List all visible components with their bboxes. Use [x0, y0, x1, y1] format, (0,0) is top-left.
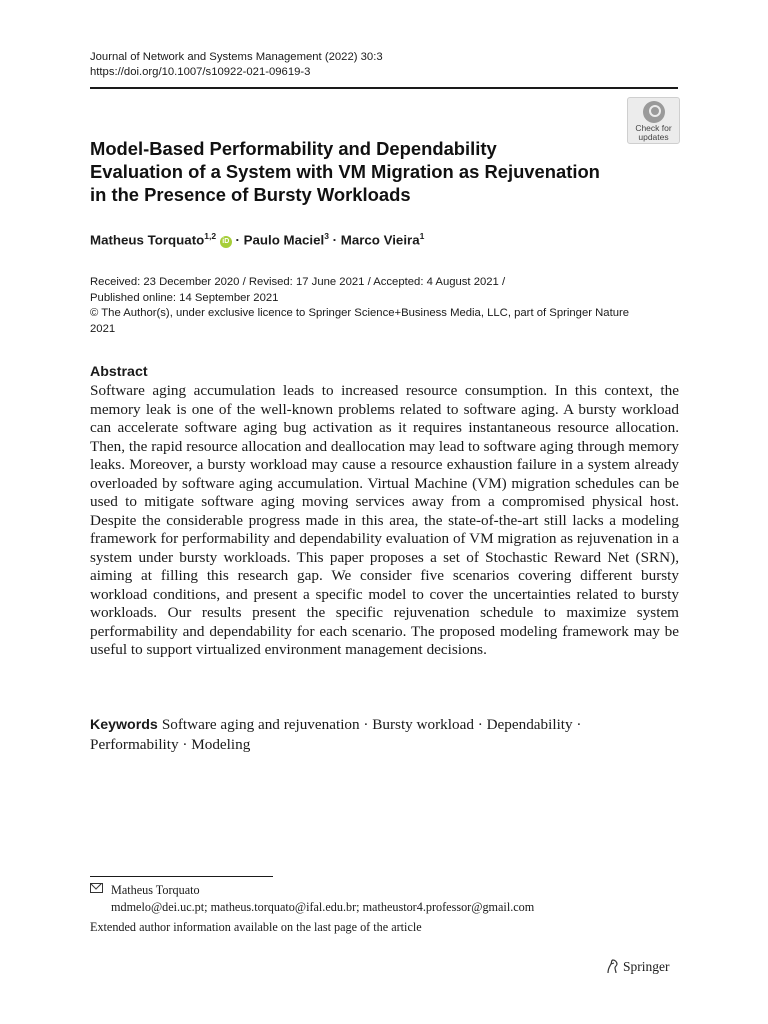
author-affiliation: 1: [419, 231, 425, 241]
author-name[interactable]: Marco Vieira: [340, 232, 420, 248]
keywords-label: Keywords: [90, 717, 158, 733]
springer-horse-icon: [605, 959, 619, 974]
contact-name: Matheus Torquato: [111, 883, 200, 897]
author-separator: ·: [231, 232, 244, 248]
header-rule: [90, 87, 678, 89]
abstract-text: Software aging accumulation leads to increased resource consumption. In this context, the memory leak is one of the well-known problems related to software aging. A bursty workload can accelerate software aging bug activation as it requires instantaneous resource allocation. Then, the rapid resource allocation and deallocation may lead to software aging through memory leaks. Moreover, a bursty workload may cause a resource exhaustion failure in a system already overloaded by software aging accumulation. Virtual Machine (VM) migration schedules can be used to mitigate software aging moving services away from a compromised physical host. Despite the considerable progress made in this area, the state-of-the-art still lacks a modeling framework for performability and dependability evaluation of VM migration as rejuvenation in a system under bursty workloads. This paper proposes a set of Stochastic Reward Net (SRN), aiming at filling this research gap. We consider five scenarios covering different bursty workload conditions, and present a specific model to cover the uncertainties related to bursty workloads. Our results present the specific rejuvenation schedule to maximize system performability and dependability for each scenario. The proposed modeling framework may be useful to support virtualized environment management decisions.: [90, 382, 679, 658]
publisher-name: Springer: [623, 959, 670, 974]
publisher-logo: [605, 959, 670, 975]
extended-author-info: Extended author information available on the last page of the article: [90, 920, 422, 934]
crossmark-icon: [643, 101, 665, 123]
envelope-icon: [90, 883, 103, 893]
paper-title: Model-Based Performability and Dependability Evaluation of a System with VM Migration as Rejuvenation in the Presence of Bursty Workloads: [90, 138, 600, 205]
author-name[interactable]: Matheus Torquato: [90, 232, 205, 248]
journal-header: [90, 50, 383, 80]
author-affiliation: 1,2: [204, 231, 217, 241]
author-separator: ·: [328, 232, 341, 248]
author-name[interactable]: Paulo Maciel: [243, 232, 325, 248]
keywords: [90, 715, 679, 754]
badge-label: Check for updates: [635, 123, 672, 142]
corresponding-author: [90, 882, 534, 916]
doi-link[interactable]: https://doi.org/10.1007/s10922-021-09619-3: [90, 66, 311, 78]
check-for-updates-badge[interactable]: [627, 97, 680, 144]
footnote-rule: [90, 876, 273, 877]
keywords-list: Software aging and rejuvenation · Bursty workload · Dependability ·: [161, 716, 582, 733]
keywords-list-cont: Performability · Modeling: [90, 736, 251, 753]
author-list: [90, 231, 424, 248]
publication-history: Received: 23 December 2020 / Revised: 17 June 2021 / Accepted: 4 August 2021 / Published online: 14 September 2021 © The Author(s), under exclusive licence to Springer Science+Business Media, LLC, part of Springer Nature 2021: [90, 276, 630, 335]
author-affiliation: 3: [324, 231, 329, 241]
contact-emails[interactable]: mdmelo@dei.uc.pt; matheus.torquato@ifal.edu.br; matheustor4.professor@gmail.com: [111, 900, 535, 914]
abstract-heading: Abstract: [90, 364, 148, 380]
journal-citation: Journal of Network and Systems Management (2022) 30:3: [90, 51, 383, 63]
orcid-icon[interactable]: iD: [220, 236, 232, 248]
